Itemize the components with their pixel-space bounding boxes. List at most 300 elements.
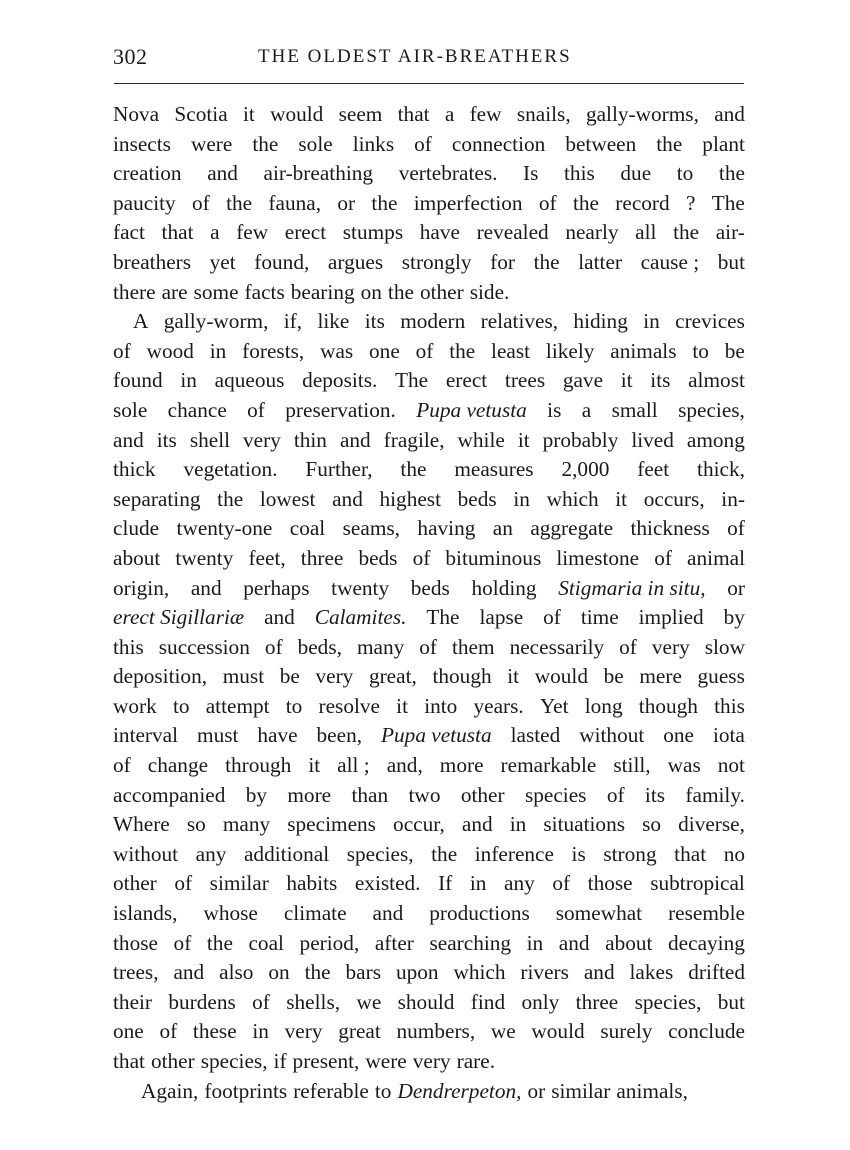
word: it	[396, 693, 409, 718]
word: implied	[638, 605, 704, 630]
text-line	[113, 278, 745, 308]
word: fact	[113, 220, 145, 245]
word: long	[584, 693, 623, 718]
word: Scotia	[174, 102, 228, 126]
word: attempt	[205, 693, 270, 718]
word: of	[619, 634, 637, 659]
word: Where	[113, 812, 170, 837]
word: Pupa vetusta	[416, 397, 527, 422]
word: and,	[386, 753, 423, 778]
word: and	[207, 161, 238, 186]
word: subtropical	[650, 871, 745, 896]
word: other	[460, 782, 505, 807]
word: islands,	[113, 901, 178, 926]
word: those	[113, 930, 158, 955]
text-line	[113, 929, 745, 959]
text-line	[113, 603, 745, 633]
word: there	[113, 279, 156, 304]
word: without	[113, 841, 179, 866]
word: of	[419, 634, 437, 659]
word: wood	[146, 338, 194, 363]
word: present,	[292, 1049, 360, 1073]
word: situations	[543, 812, 626, 837]
word: and	[372, 901, 404, 926]
word: interval	[113, 723, 179, 748]
word: in	[643, 309, 660, 334]
word: more	[287, 782, 332, 807]
word: A	[133, 309, 149, 334]
word: them	[451, 634, 495, 659]
word: Stigmaria in situ,	[558, 575, 706, 600]
word: Is	[523, 161, 539, 186]
word: many	[222, 812, 271, 837]
word: and	[173, 960, 205, 985]
word: the	[252, 131, 279, 156]
word: of	[264, 634, 283, 659]
word: erect Sigillariæ	[113, 605, 245, 630]
word: burdens	[168, 989, 236, 1014]
word: vegetation.	[183, 457, 278, 482]
word: other	[113, 871, 157, 896]
word: stumps	[342, 220, 404, 245]
word: thick	[113, 457, 156, 482]
word: we	[356, 989, 382, 1014]
word: also	[219, 960, 254, 985]
text-line	[113, 869, 745, 899]
word: slow	[704, 634, 745, 659]
word: shell	[189, 427, 231, 452]
word: measures	[454, 457, 534, 482]
word: about	[605, 930, 653, 955]
text-line	[113, 899, 745, 929]
word: origin,	[113, 575, 170, 600]
word: it	[242, 102, 255, 126]
text-line	[113, 307, 745, 337]
word: it	[517, 427, 530, 452]
word: strongly	[401, 249, 472, 274]
word: additional	[243, 841, 330, 866]
word: only	[521, 989, 560, 1014]
word: species	[524, 782, 587, 807]
word: the	[304, 960, 331, 985]
word: though	[432, 664, 492, 689]
word: very	[315, 664, 354, 689]
text-line	[113, 218, 745, 248]
word: between	[565, 131, 637, 156]
word: their	[113, 989, 153, 1014]
word: climate	[283, 901, 347, 926]
text-line	[113, 721, 745, 751]
page-number: 302	[113, 44, 148, 69]
word: no	[723, 841, 745, 866]
word: Dendrerpeton,	[397, 1078, 522, 1103]
word: of	[247, 397, 265, 422]
word: by	[245, 782, 267, 807]
word: and	[190, 575, 222, 600]
word: on	[268, 960, 290, 985]
word: about	[113, 545, 161, 570]
word: of	[113, 338, 131, 363]
word: If	[438, 871, 453, 896]
word: beds	[410, 575, 450, 600]
word: those	[587, 871, 633, 896]
text-line	[113, 958, 745, 988]
word: the	[673, 220, 700, 245]
word: side.	[469, 279, 510, 304]
text-line	[113, 426, 745, 456]
word: yet	[209, 249, 236, 274]
running-head	[113, 44, 745, 74]
word: and	[113, 427, 144, 452]
word: found	[113, 368, 163, 393]
word: bituminous	[445, 545, 542, 570]
word: the	[656, 131, 683, 156]
text-line	[113, 662, 745, 692]
word: iota	[712, 723, 745, 748]
word: its	[364, 309, 385, 334]
word: to	[692, 338, 709, 363]
word: be	[279, 664, 300, 689]
text-line	[113, 810, 745, 840]
word: occurs,	[643, 486, 705, 511]
word: feet,	[248, 545, 286, 570]
word: period,	[299, 930, 360, 955]
word: in	[252, 1019, 269, 1044]
word: among	[686, 427, 745, 452]
word: is	[547, 397, 562, 422]
word: beds	[358, 545, 398, 570]
word: aggregate	[530, 516, 614, 541]
word: vertebrates.	[398, 161, 498, 186]
word: great,	[368, 664, 417, 689]
word: any	[504, 871, 535, 896]
text-line	[113, 1017, 745, 1047]
word: in	[209, 338, 227, 363]
word: nearly	[565, 220, 619, 245]
word: for	[490, 249, 515, 274]
word: the	[431, 841, 458, 866]
word: but	[717, 249, 745, 274]
word: breathers	[113, 249, 192, 274]
word: any	[195, 841, 227, 866]
word: limestone	[556, 545, 640, 570]
word: and	[264, 605, 295, 630]
word: but	[717, 989, 745, 1014]
text-line	[113, 633, 745, 663]
word: family.	[685, 782, 745, 807]
word: twenty	[175, 545, 234, 570]
body-text	[113, 100, 745, 1106]
word: it	[308, 753, 321, 778]
word: would	[531, 1019, 585, 1044]
text-line	[113, 692, 745, 722]
word: separating	[113, 486, 201, 511]
word: not	[717, 753, 745, 778]
word: Pupa vetusta	[381, 723, 492, 748]
word: have	[257, 723, 298, 748]
word: that	[113, 1049, 145, 1073]
text-line	[113, 781, 745, 811]
word: argues	[327, 249, 384, 274]
word: three	[300, 545, 344, 570]
word: in-	[721, 486, 745, 511]
word: modern	[400, 309, 466, 334]
word: and	[558, 930, 590, 955]
word: almost	[688, 368, 745, 393]
word: feet	[637, 457, 670, 482]
word: relatives,	[480, 309, 559, 334]
word: that	[397, 102, 430, 126]
word: beds	[457, 486, 497, 511]
word: seams,	[342, 516, 401, 541]
word: while	[457, 427, 505, 452]
word: the	[226, 190, 253, 215]
text-line	[113, 485, 745, 515]
word: animal	[687, 545, 745, 570]
word: diverse,	[678, 812, 745, 837]
running-title: THE OLDEST AIR-BREATHERS	[258, 46, 572, 67]
word: drifted	[688, 960, 745, 985]
word: remarkable	[500, 753, 597, 778]
text-line	[113, 248, 745, 278]
word: still,	[613, 753, 651, 778]
word: that	[674, 841, 707, 866]
word: rivers	[520, 960, 569, 985]
word: revealed	[476, 220, 549, 245]
word: three	[575, 989, 619, 1014]
word: and	[339, 427, 371, 452]
word: aqueous	[214, 368, 285, 393]
word: Calamites.	[314, 605, 407, 630]
word: after	[374, 930, 414, 955]
word: in	[469, 871, 487, 896]
word: lapse	[479, 605, 524, 630]
word: work	[113, 693, 157, 718]
word: insects	[113, 131, 171, 156]
word: in	[513, 486, 530, 511]
word: and	[461, 812, 493, 837]
word: into	[424, 693, 458, 718]
word: one	[113, 1019, 144, 1044]
word: all ;	[337, 753, 370, 778]
word: habits	[286, 871, 338, 896]
word: two	[408, 782, 441, 807]
word: highest	[379, 486, 442, 511]
word: it	[507, 664, 520, 689]
word: to	[285, 693, 303, 718]
word: ?	[685, 190, 696, 215]
word: of	[192, 190, 210, 215]
word: twenty	[331, 575, 390, 600]
word: the	[217, 486, 244, 511]
word: least	[491, 338, 531, 363]
word: deposition,	[113, 664, 208, 689]
word: it	[615, 486, 628, 511]
word: latter	[578, 249, 622, 274]
text-line	[113, 159, 745, 189]
word: species,	[634, 989, 702, 1014]
word: snails,	[516, 102, 571, 126]
word: fauna,	[268, 190, 322, 215]
word: been,	[316, 723, 363, 748]
word: to	[374, 1078, 392, 1103]
word: creation	[113, 161, 182, 186]
word: if	[273, 1049, 287, 1073]
word: species,	[200, 1049, 268, 1073]
word: coal	[248, 930, 284, 955]
word: one	[663, 723, 694, 748]
word: an	[492, 516, 513, 541]
word: must	[222, 664, 265, 689]
word: paucity	[113, 190, 176, 215]
word: other	[150, 1049, 195, 1073]
word: hiding	[573, 309, 628, 334]
word: the	[371, 190, 398, 215]
word: was	[667, 753, 701, 778]
word: trees	[504, 368, 546, 393]
word: this	[564, 161, 595, 186]
word: mere	[639, 664, 682, 689]
text-line	[113, 1047, 745, 1077]
word: the	[533, 249, 560, 274]
text-line	[113, 189, 745, 219]
word: like	[317, 309, 350, 334]
word: more	[439, 753, 484, 778]
word: were	[190, 131, 233, 156]
word: should	[397, 989, 455, 1014]
word: a	[444, 102, 455, 126]
word: strong	[603, 841, 657, 866]
text-line	[113, 544, 745, 574]
word: were	[365, 1049, 407, 1073]
word: must	[197, 723, 239, 748]
word: the	[206, 930, 233, 955]
word: have	[419, 220, 460, 245]
word: very	[243, 427, 281, 452]
word: or	[727, 575, 745, 600]
text-line	[113, 514, 745, 544]
word: fragile,	[383, 427, 445, 452]
word: bars	[345, 960, 382, 985]
text-line	[113, 840, 745, 870]
word: resemble	[668, 901, 745, 926]
word: if,	[283, 309, 303, 334]
word: is	[571, 841, 586, 866]
word: find	[470, 989, 506, 1014]
word: Yet	[539, 693, 569, 718]
word: that	[161, 220, 194, 245]
word: some	[193, 279, 239, 304]
word: and	[332, 486, 363, 511]
word: sole	[298, 131, 333, 156]
word: in	[180, 368, 197, 393]
word: preservation.	[285, 397, 396, 422]
word: connection	[451, 131, 546, 156]
word: great	[338, 1019, 381, 1044]
word: which	[546, 486, 599, 511]
word: species,	[346, 841, 414, 866]
word: and	[714, 102, 745, 126]
word: its	[650, 368, 671, 393]
word: of	[174, 871, 193, 896]
word: the	[718, 161, 745, 186]
word: of	[415, 338, 434, 363]
word: the	[572, 190, 599, 215]
word: plant	[702, 131, 745, 156]
word: inference	[474, 841, 554, 866]
word: air-	[715, 220, 745, 245]
word: in	[526, 930, 544, 955]
word: searching	[429, 930, 512, 955]
word: upon	[395, 960, 439, 985]
word: small	[611, 397, 658, 422]
word: holding	[471, 575, 537, 600]
word: are	[161, 279, 188, 304]
word: so	[642, 812, 662, 837]
word: perhaps	[243, 575, 310, 600]
word: twenty-one	[176, 516, 273, 541]
word: animals	[610, 338, 677, 363]
word: thin	[293, 427, 327, 452]
word: of	[173, 930, 192, 955]
word: lived	[631, 427, 674, 452]
word: specimens	[287, 812, 376, 837]
word: many	[356, 634, 405, 659]
word: change	[147, 753, 209, 778]
word: chance	[167, 397, 227, 422]
word: without	[579, 723, 645, 748]
word: to	[676, 161, 694, 186]
word: guess	[697, 664, 745, 689]
word: similar	[209, 871, 269, 896]
word: conclude	[668, 1019, 745, 1044]
word: found,	[254, 249, 310, 274]
text-line	[113, 751, 745, 781]
word: Further,	[305, 457, 373, 482]
word: deposits.	[302, 368, 378, 393]
word: of	[552, 871, 571, 896]
word: 2,000	[561, 457, 610, 482]
word: years.	[473, 693, 524, 718]
text-line	[113, 337, 745, 367]
word: of	[538, 190, 557, 215]
word: rare.	[456, 1049, 496, 1073]
word: succession	[158, 634, 250, 659]
word: very	[412, 1049, 451, 1073]
word: very	[284, 1019, 323, 1044]
word: would	[270, 102, 324, 126]
word: few	[236, 220, 269, 245]
word: the	[400, 457, 427, 482]
word: seem	[338, 102, 383, 126]
text-line	[113, 366, 745, 396]
word: in	[509, 812, 527, 837]
word: cause ;	[640, 249, 700, 274]
word: few	[469, 102, 502, 126]
word: be	[603, 664, 624, 689]
word: imperfection	[413, 190, 523, 215]
word: to	[172, 693, 190, 718]
word: its	[644, 782, 666, 807]
word: through	[225, 753, 292, 778]
word: erect	[284, 220, 327, 245]
word: of	[412, 545, 431, 570]
word: time	[580, 605, 619, 630]
word: thickness	[630, 516, 710, 541]
word: would	[534, 664, 588, 689]
word: whose	[203, 901, 258, 926]
word: it	[620, 368, 633, 393]
